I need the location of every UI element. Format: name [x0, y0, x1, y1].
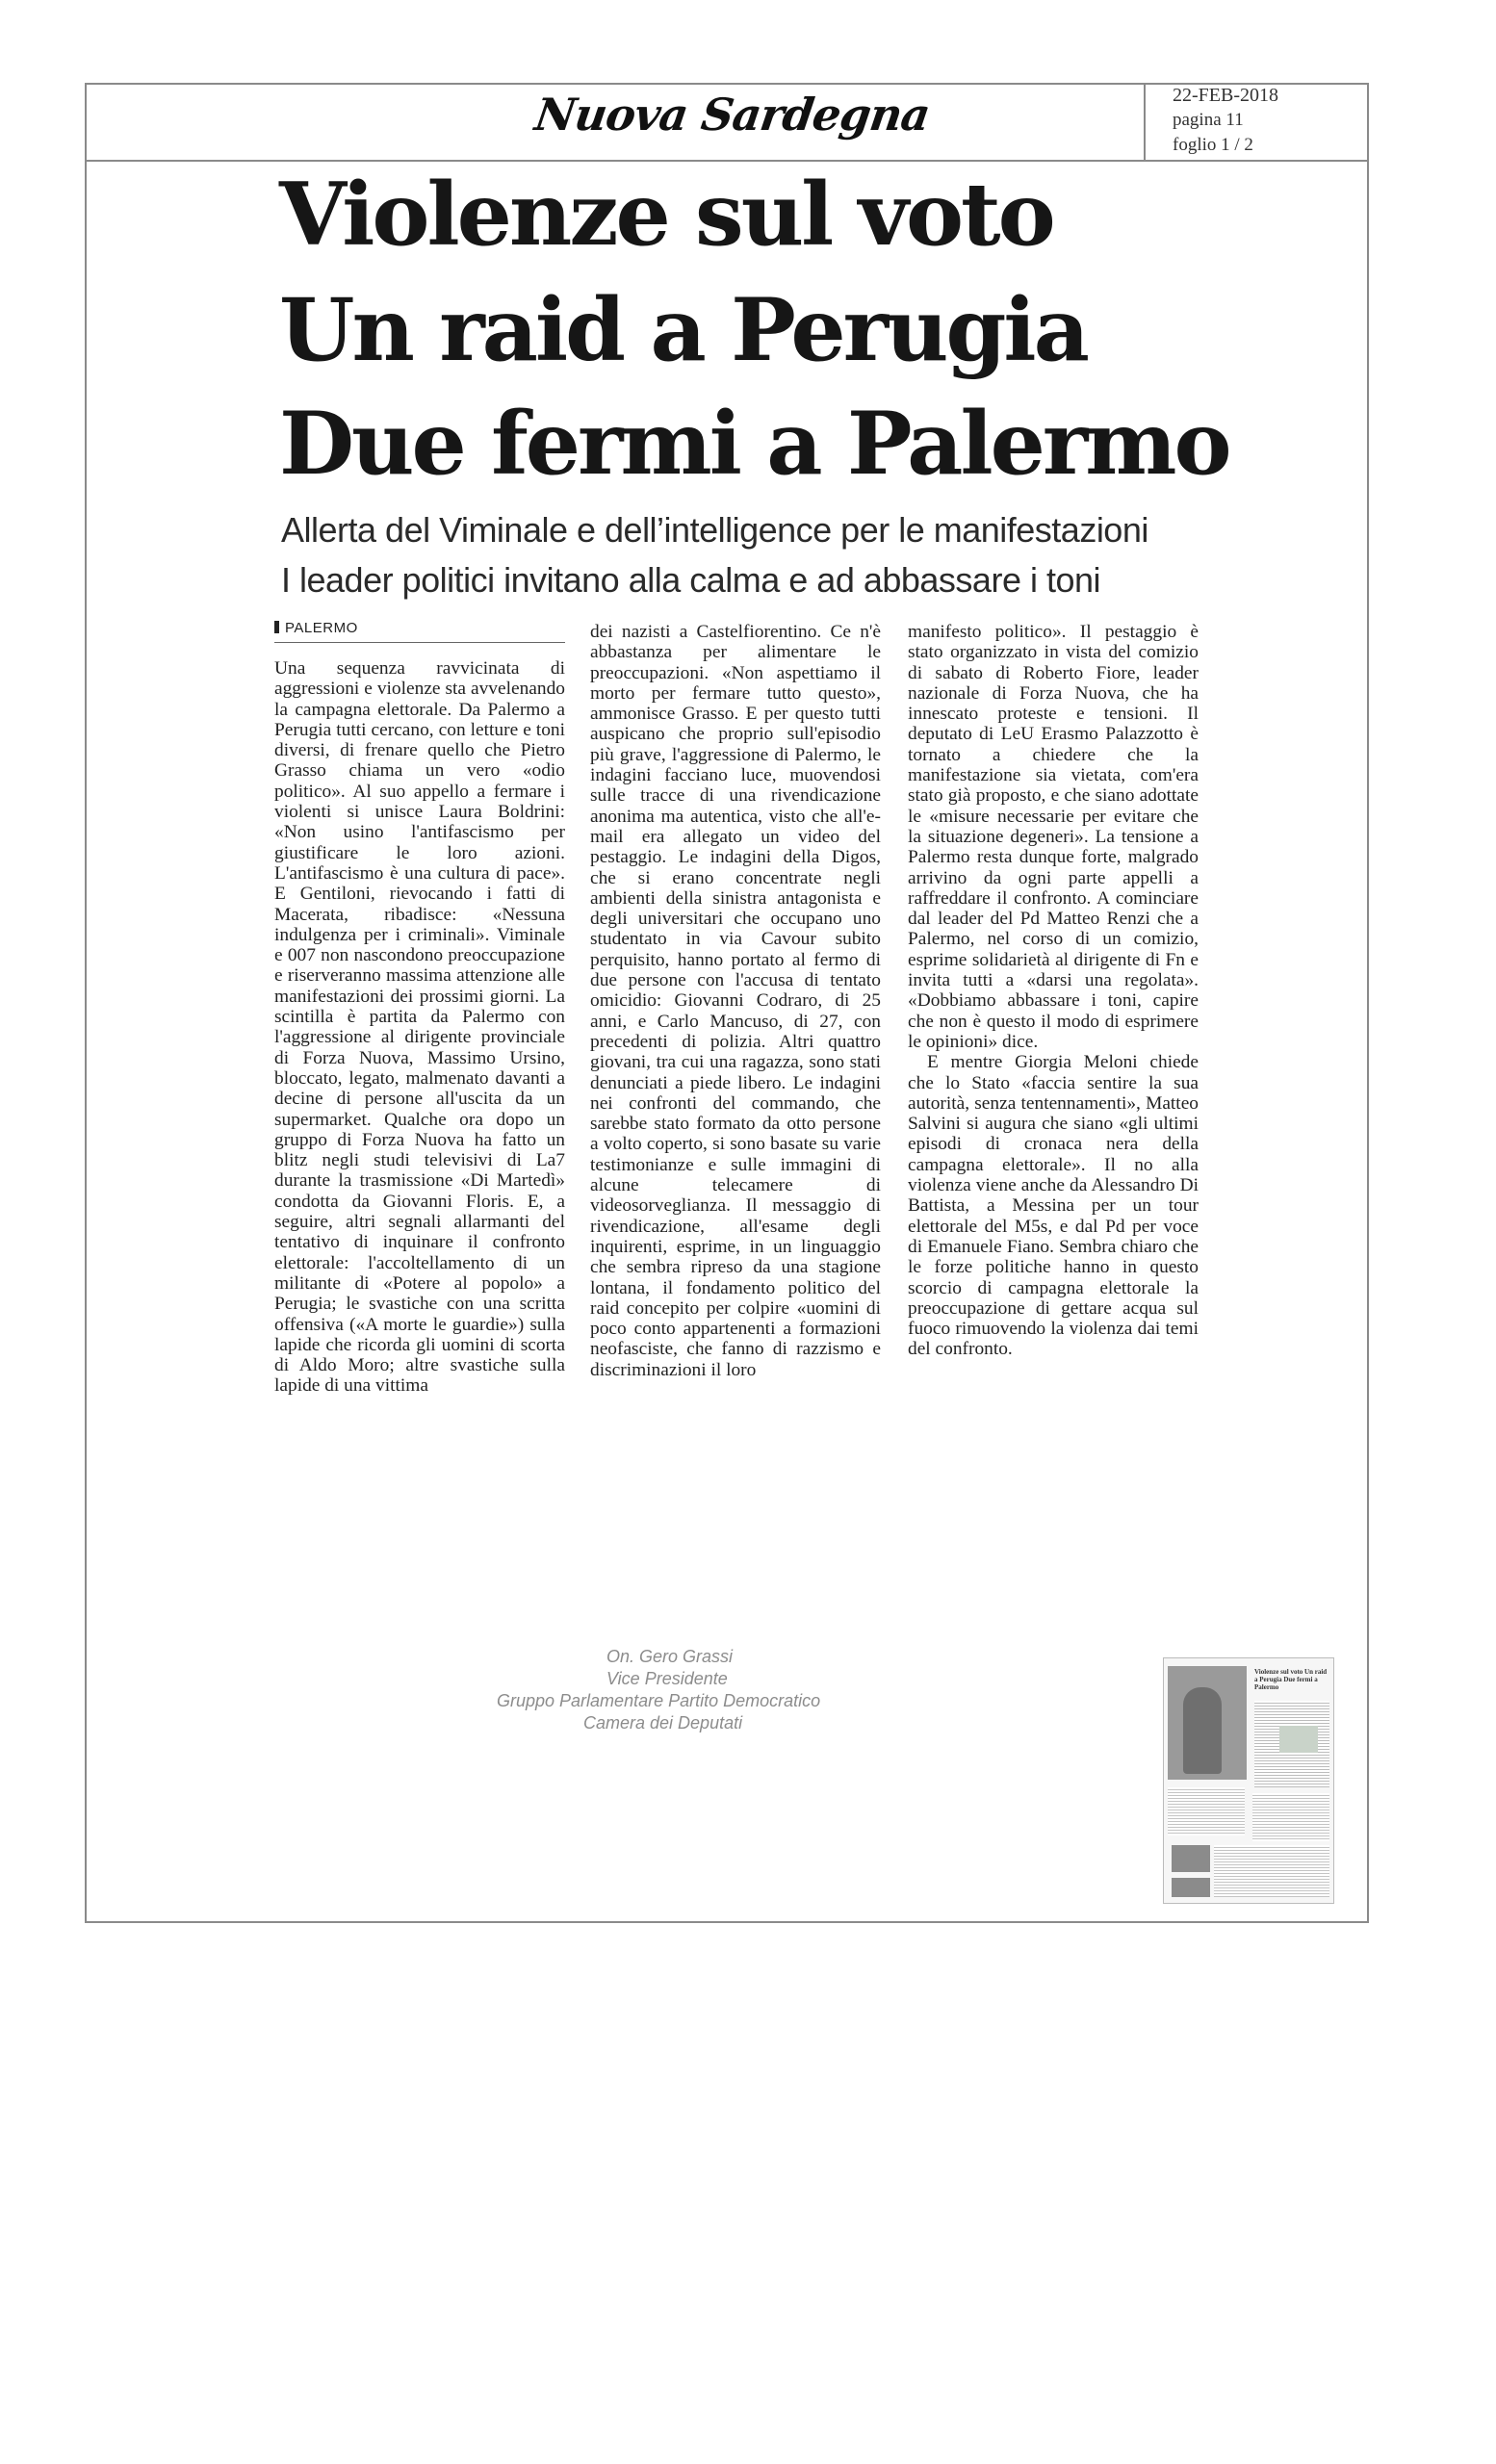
clipping-sheet: foglio 1 / 2 [1173, 135, 1253, 155]
signature-stamp [497, 1646, 820, 1734]
signature-name: On. Gero Grassi [606, 1647, 734, 1666]
article-column-2 [590, 622, 881, 1380]
column-1-paragraph: Una sequenza ravvicinata di aggressioni e violenze sta avvelenando la campagna elettorale. Da Palermo a Perugia tutti cercano, con letture e toni diversi, di frenare quello che Pietro Grasso chiama un vero «odio politico». Al suo appello a fermare i violenti si unisce Laura Boldrini: «Non usino l'antifascismo per giustificare le loro azioni. L'antifascismo è una cultura di pace». E Gentiloni, rievocando i fatti di Macerata, ribadisce: «Nessuna indulgenza per i criminali». Viminale e 007 non nascondono preoccupazione e riserveranno massima attenzione alle manifestazioni dei prossimi giorni. La scintilla è partita da Palermo con l'aggressione al dirigente provinciale di Forza Nuova, Massimo Ursino, bloccato, legato, malmenato davanti a decine di persone all'uscita da un supermarket. Qualche ora dopo un gruppo di Forza Nuova ha fatto un blitz negli studi televisivi di La7 durante la trasmissione «Di Martedì» condotta da Giovanni Floris. E, a seguire, altri segnali allarmanti del tentativo di inquinare il confronto elettorale: l'accoltellamento di un militante di «Potere al popolo» a Perugia; le svastiche con una scritta offensiva («A morte le guardie») sulla lapide che ricorda gli uomini di scorta di Aldo Moro; altre svastiche sulla lapide di una vittima [274, 658, 565, 1397]
thumbnail-text-block [1214, 1845, 1329, 1897]
subheadline-line-2: I leader politici invitano alla calma e ad abbassare i toni [281, 560, 1101, 600]
thumbnail-image [1172, 1878, 1210, 1897]
signature-role: Vice Presidente [606, 1669, 728, 1688]
column-3-paragraph-1: manifesto politico». Il pestaggio è stato organizzato in vista del comizio di sabato di Roberto Fiore, leader nazionale di Forza Nuova, che ha innescato proteste e tensioni. Il deputato di LeU Erasmo Palazzotto è tornato a chiedere che la manifestazione sia vietata, com'era stato già proposto, e che siano adottate le «misure necessarie per evitare che la situazione degeneri». La tensione a Palermo resta dunque forte, malgrado arrivino da ogni parte appelli a raffreddare il confronto. A cominciare dal leader del Pd Matteo Renzi che a Palermo, nel corso di un comizio, esprime solidarietà al dirigente di Fn e invita tutti a «darsi una regolata». «Dobbiamo abbassare i toni, capire che non è questo il modo di esprimere le opinioni» dice. [908, 622, 1199, 1052]
column-2-paragraph: dei nazisti a Castelfiorentino. Ce n'è abbastanza per alimentare le preoccupazioni. «Non aspettiamo il morto per fermare tutto questo», ammonisce Grasso. E per questo tutti auspicano che proprio sull'episodio più grave, l'aggressione di Palermo, le indagini facciano luce, muovendosi sulle tracce di una rivendicazione anonima ma autentica, visto che all'e-mail era allegato un video del pestaggio. Le indagini della Digos, che si erano concentrate negli ambienti della sinistra antagonista e degli universitari che occupano uno studentato in via Cavour subito perquisito, hanno portato al fermo di due persone con l'accusa di tentato omicidio: Giovanni Codraro, di 25 anni, e Carlo Mancuso, di 27, con precedenti di polizia. Altri quattro giovani, tra cui una ragazza, sono stati denunciati a piede libero. Le indagini nei confronti del commando, che sarebbe stato formato da otto persone a volto coperto, si sono basate su varie testimonianze e sulle immagini di alcune telecamere di videosorveglianza. Il messaggio di rivendicazione, all'esame degli inquirenti, esprime, in un linguaggio che sembra ripreso da una stagione lontana, il fondamento politico del raid concepito per colpire «uomini di poco conto appartenenti a formazioni neofasciste, che fanno di razzismo e discriminazioni il loro [590, 622, 881, 1380]
headline-line-1: Violenze sul voto [279, 164, 1053, 266]
clipping-date: 22-FEB-2018 [1173, 85, 1278, 106]
signature-group: Gruppo Parlamentare Partito Democratico [497, 1691, 821, 1710]
clipping-page: pagina 11 [1173, 110, 1244, 130]
dateline-rule [274, 642, 565, 643]
headline-line-2: Un raid a Perugia [279, 279, 1087, 381]
newspaper-masthead: Nuova Sardegna [531, 89, 933, 141]
dateline [274, 620, 358, 636]
thumbnail-figure [1183, 1687, 1222, 1774]
page-thumbnail [1163, 1657, 1334, 1904]
thumbnail-image [1172, 1845, 1210, 1872]
signature-chamber: Camera dei Deputati [583, 1713, 743, 1732]
thumbnail-title: Violenze sul voto Un raid a Perugia Due fermi a Palermo [1254, 1668, 1328, 1691]
column-3-paragraph-2: E mentre Giorgia Meloni chiede che lo Stato «faccia sentire la sua autorità, senza tentennamenti», Matteo Salvini si augura che siano «gli ultimi episodi di cronaca nera della campagna elettorale». Il no alla violenza viene anche da Alessandro Di Battista, a Messina per un tour elettorale del M5s, e dal Pd per voce di Emanuele Fiano. Sembra chiaro che le forze politiche hanno in questo scorcio di campagna elettorale la preoccupazione di gettare acqua sul fuoco rimuovendo la violenza dai temi del confronto. [908, 1052, 1199, 1360]
article-column-3 [908, 622, 1199, 1360]
thumbnail-text-block [1168, 1787, 1245, 1835]
dateline-text: PALERMO [285, 620, 358, 636]
article-column-1 [274, 658, 565, 1397]
thumbnail-text-block [1252, 1793, 1329, 1841]
subheadline-line-1: Allerta del Viminale e dell’intelligence per le manifestazioni [281, 510, 1148, 550]
thumbnail-map [1279, 1726, 1318, 1753]
dateline-marker-icon [274, 621, 279, 633]
headline-line-3: Due fermi a Palermo [279, 393, 1229, 495]
